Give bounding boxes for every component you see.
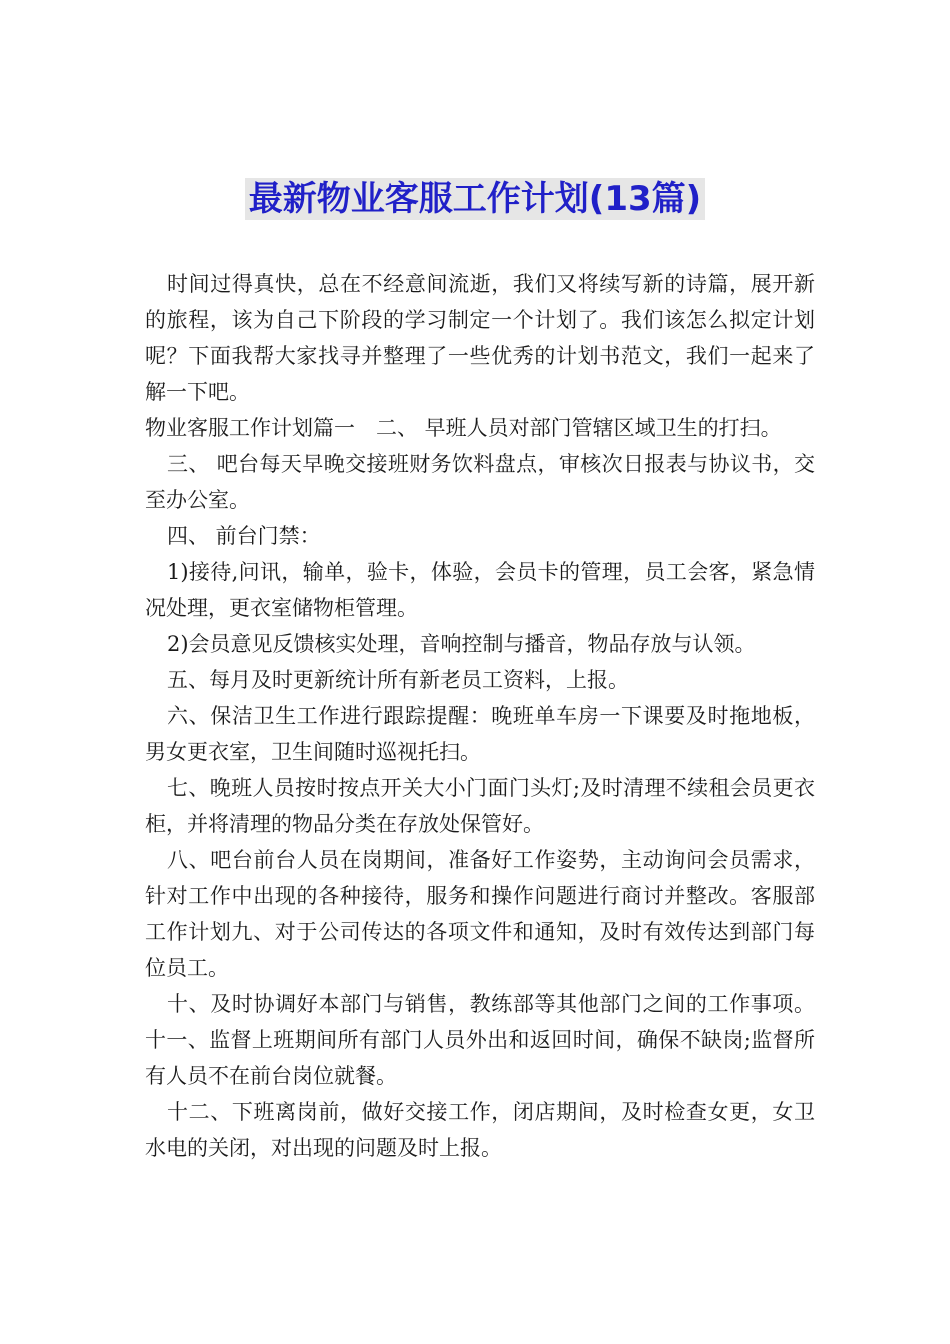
paragraph-intro: 时间过得真快，总在不经意间流逝，我们又将续写新的诗篇，展开新的旅程，该为自己下阶段的学习制定一个计划了。我们该怎么拟定计划呢？下面我帮大家找寻并整理了一些优秀的计划书范文，我们一起来了解一下吧。 (145, 272, 815, 404)
title-container (0, 178, 950, 220)
paragraph-10: 十、及时协调好本部门与销售，教练部等其他部门之间的工作事项。 十一、监督上班期间所有部门人员外出和返回时间，确保不缺岗;监督所有人员不在前台岗位就餐。 (145, 992, 815, 1088)
paragraph-9: 八、吧台前台人员在岗期间，准备好工作姿势，主动询问会员需求，针对工作中出现的各种接待，服务和操作问题进行商讨并整改。客服部工作计划九、对于公司传达的各项文件和通知，及时有效传达到部门每位员工。 (145, 848, 815, 980)
paragraph-2: 三、 吧台每天早晚交接班财务饮料盘点，审核次日报表与协议书，交至办公室。 (145, 452, 815, 512)
document-title: 最新物业客服工作计划(13篇) (245, 178, 705, 220)
paragraph-6: 五、每月及时更新统计所有新老员工资料，上报。 (167, 668, 629, 692)
document-body (145, 266, 815, 1166)
paragraph-1: 物业客服工作计划篇一 二、 早班人员对部门管辖区域卫生的打扫。 (145, 416, 782, 440)
paragraph-4: 1)接待,问讯，输单，验卡，体验，会员卡的管理，员工会客，紧急情况处理，更衣室储物柜管理。 (145, 560, 815, 620)
paragraph-3: 四、 前台门禁： (167, 524, 321, 548)
paragraph-7: 六、保洁卫生工作进行跟踪提醒：晚班单车房一下课要及时拖地板，男女更衣室，卫生间随时巡视托扫。 (145, 704, 815, 764)
paragraph-5: 2)会员意见反馈核实处理，音响控制与播音，物品存放与认领。 (167, 632, 756, 656)
paragraph-8: 七、晚班人员按时按点开关大小门面门头灯;及时清理不续租会员更衣柜，并将清理的物品分类在存放处保管好。 (145, 776, 815, 836)
paragraph-11: 十二、下班离岗前，做好交接工作，闭店期间，及时检查女更，女卫水电的关闭，对出现的问题及时上报。 (145, 1100, 815, 1160)
